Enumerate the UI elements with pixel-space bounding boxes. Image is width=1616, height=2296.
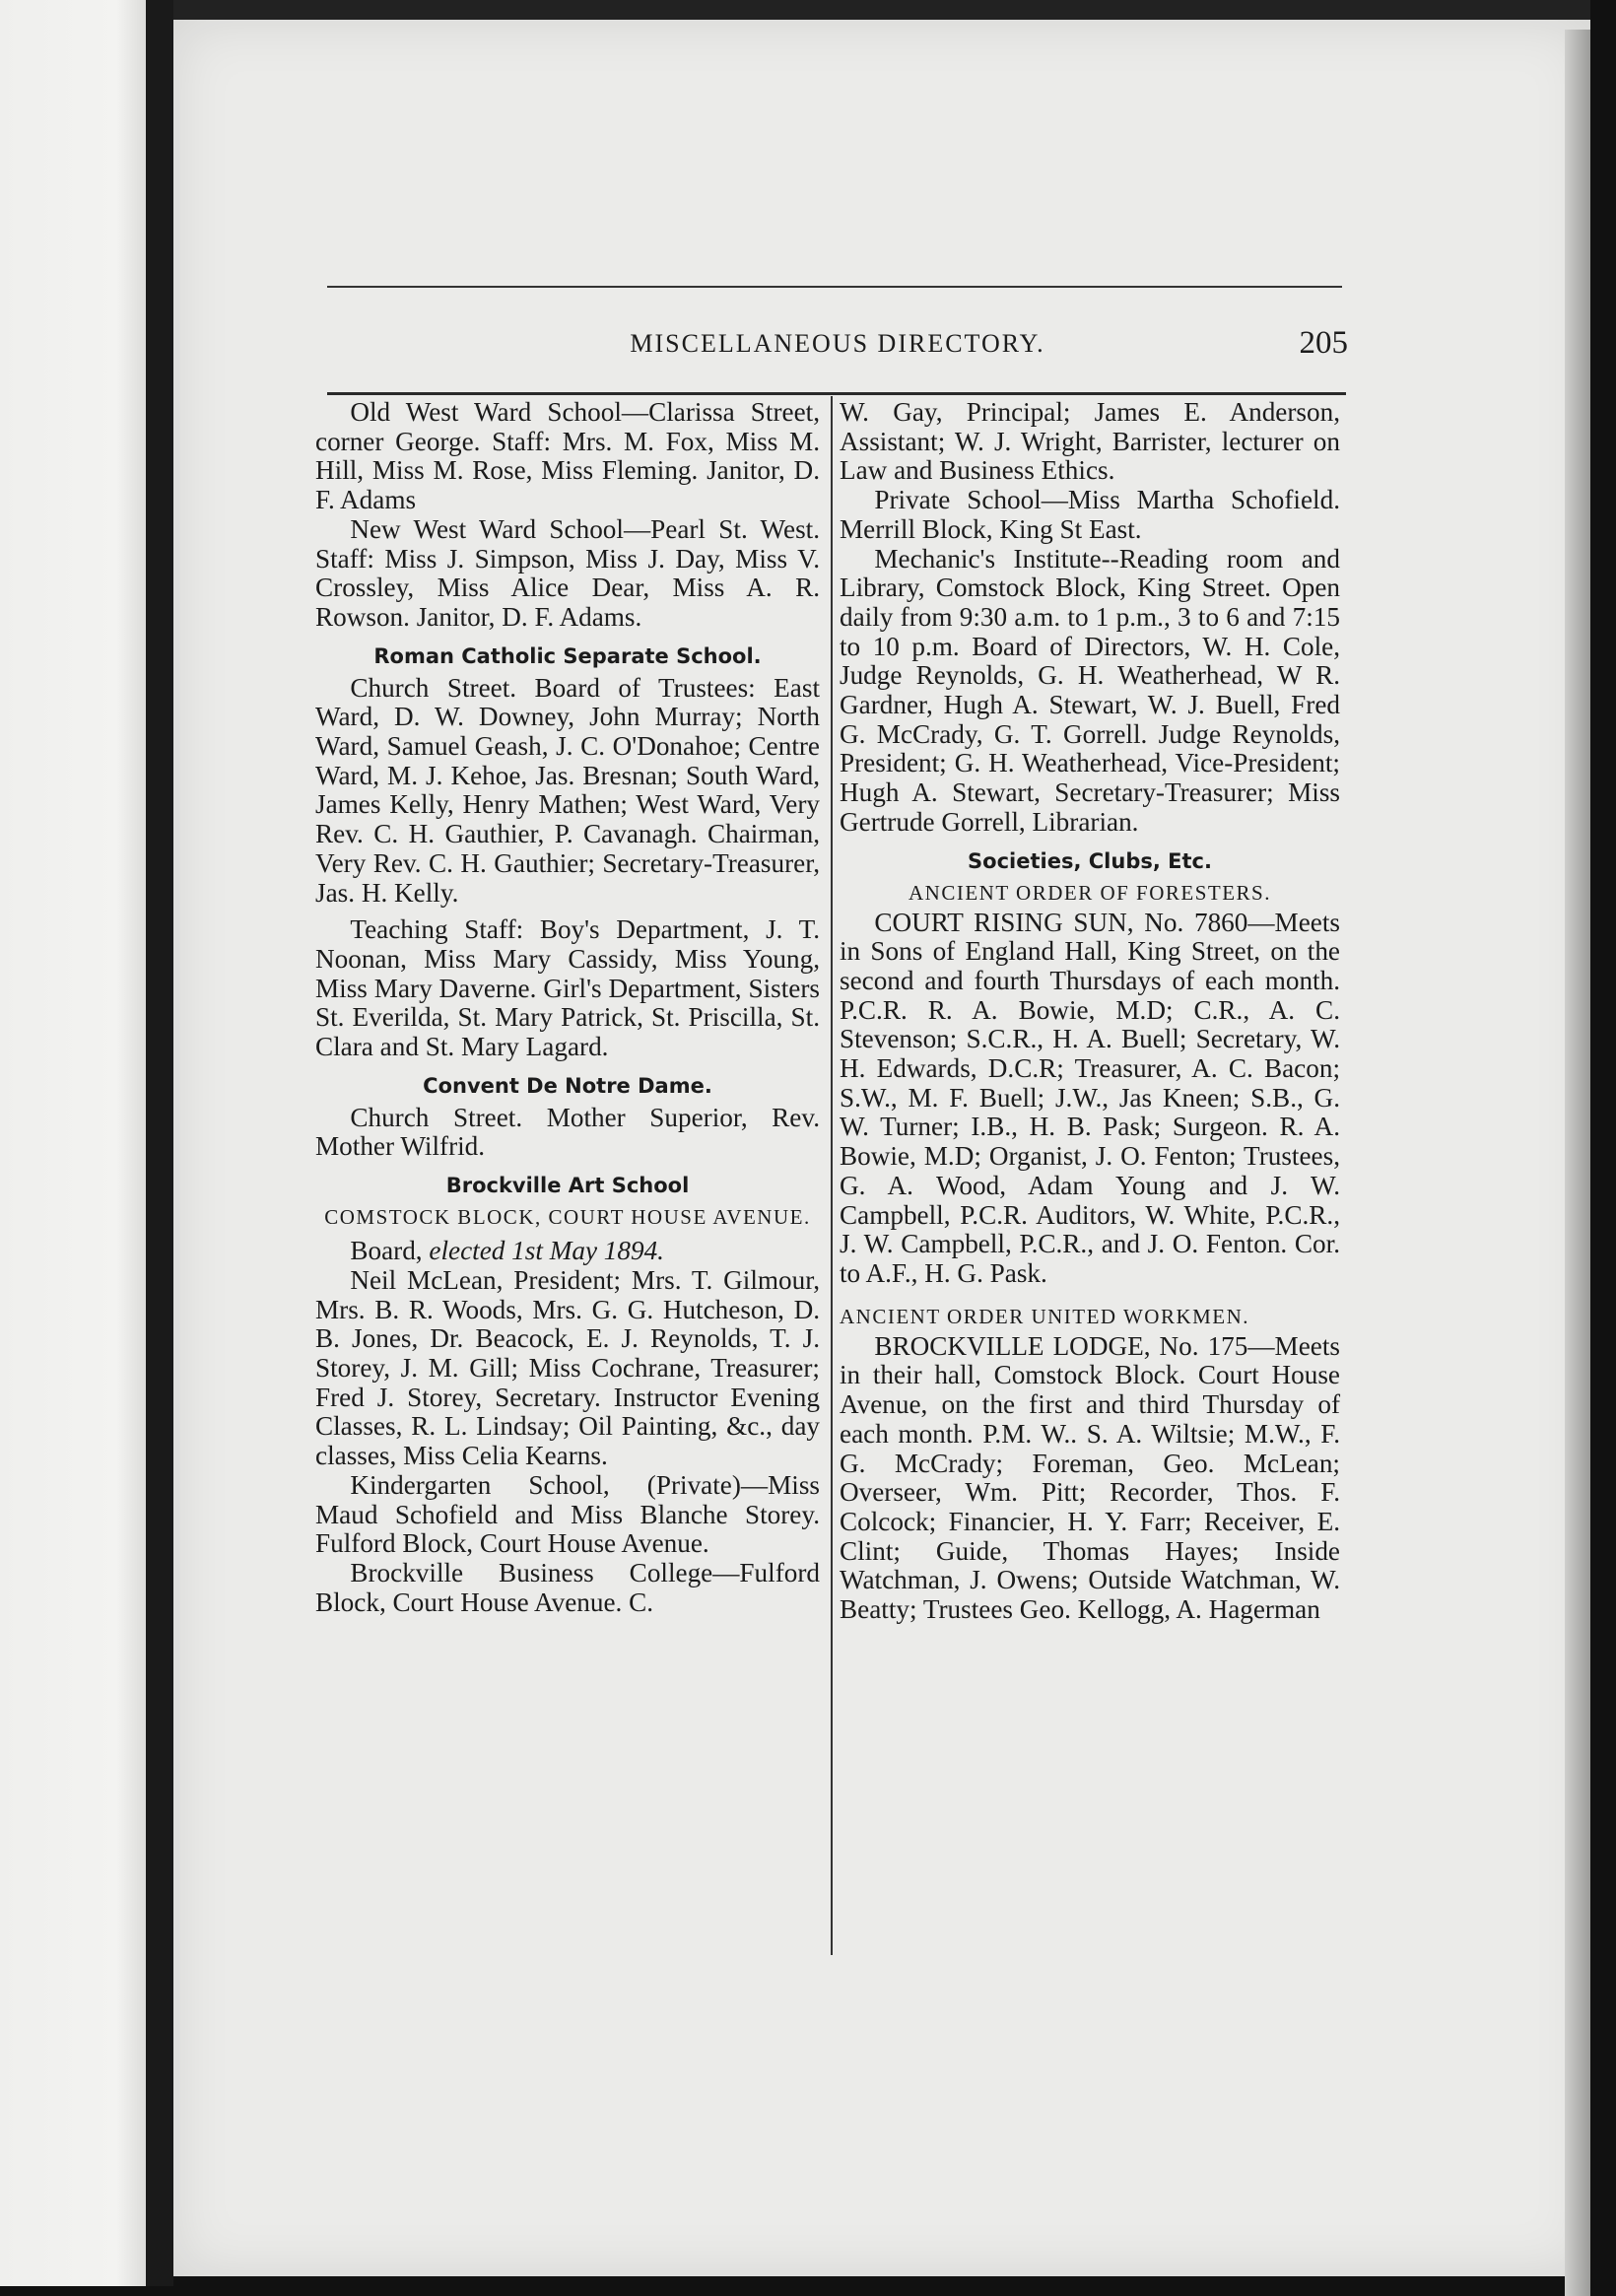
entry-old-west-ward: Old West Ward School—Clarissa Street, corner George. Staff: Mrs. M. Fox, Miss M. Hill, Miss M. Rose, Miss Fleming. Janitor, D. F. Adams <box>315 397 820 515</box>
art-board-elected: elected 1st May 1894. <box>429 1236 664 1266</box>
running-header <box>327 325 1348 374</box>
section-heading-art-school: Brockville Art School <box>445 1174 690 1198</box>
page-edge-shadow <box>1565 30 1590 2296</box>
entry-brockville-lodge: BROCKVILLE LODGE, No. 175—Meets in their hall, Comstock Block. Court House Avenue, on the first and third Thursday of each month. P.M. W.. S. A. Wiltsie; M.W., F. G. McCrady; Foreman, Geo. McLean; Overseer, Wm. Pitt; Recorder, Thos. F. Colcock; Financier, H. Y. Farr; Receiver, E. Clint; Guide, Thomas Hayes; Inside Watchman, J. Owens; Outside Watchman, W. Beatty; Trustees Geo. Kellogg, A. Hagerman <box>840 1330 1340 1625</box>
entry-convent: Church Street. Mother Superior, Rev. Mother Wilfrid. <box>315 1102 820 1162</box>
scan-top-border <box>173 0 1590 20</box>
subheading-workmen: ANCIENT ORDER UNITED WORKMEN. <box>840 1304 1250 1328</box>
art-school-address: COMSTOCK BLOCK, COURT HOUSE AVENUE. <box>324 1205 811 1230</box>
page-number: 205 <box>1299 325 1348 361</box>
entry-rc-board: Church Street. Board of Trustees: East Ward, D. W. Downey, John Murray; North Ward, Samuel Geash, J. C. O'Donahoe; Centre Ward, M. J. Kehoe, Jas. Bresnan; South Ward, James Kelly, Henry Mathen; West Ward, Very Rev. C. H. Gauthier, P. Cavanagh. Chairman, Very Rev. C. H. Gauthier; Secretary-Treasurer, Jas. H. Kelly. <box>315 672 820 908</box>
facing-page-edge <box>0 0 146 2286</box>
entry-business-college-cont: W. Gay, Principal; James E. Anderson, Assistant; W. J. Wright, Barrister, lecturer on Law and Business Ethics. <box>840 397 1340 486</box>
entry-rc-staff: Teaching Staff: Boy's Department, J. T. Noonan, Miss Mary Cassidy, Miss Young, Miss Mary Daverne. Girl's Department, Sisters St. Everilda, St. Mary Patrick, St. Priscilla, St. Clara and St. Mary Lagard. <box>315 914 820 1062</box>
running-title: MISCELLANEOUS DIRECTORY. <box>630 329 1045 358</box>
entry-kindergarten: Kindergarten School, (Private)—Miss Maud Schofield and Miss Blanche Storey. Fulford Block, Court House Avenue. <box>315 1469 820 1559</box>
entry-art-members: Neil McLean, President; Mrs. T. Gilmour, Mrs. B. R. Woods, Mrs. G. G. Hutcheson, D. B. Jones, Dr. Beacock, E. J. Reynolds, T. J. Storey, J. M. Gill; Miss Cochrane, Treasurer; Fred J. Storey, Secretary. Instructor Evening Classes, R. L. Lindsay; Oil Painting, &c., day classes, Miss Celia Kearns. <box>315 1264 820 1471</box>
entry-new-west-ward: New West Ward School—Pearl St. West. Staff: Miss J. Simpson, Miss J. Day, Miss V. Crossley, Miss Alice Dear, Miss A. R. Rowson. Janitor, D. F. Adams. <box>315 513 820 632</box>
top-rule <box>327 286 1342 288</box>
art-board-prefix: Board, <box>350 1236 430 1266</box>
entry-art-board <box>315 1237 820 1266</box>
subheading-foresters: ANCIENT ORDER OF FORESTERS. <box>909 880 1271 905</box>
entry-business-college: Brockville Business College—Fulford Block, Court House Avenue. C. <box>315 1557 820 1617</box>
left-column <box>315 398 820 1617</box>
section-heading-societies: Societies, Clubs, Etc. <box>968 848 1212 873</box>
column-divider <box>831 396 833 1955</box>
entry-private-school: Private School—Miss Martha Schofield. Merrill Block, King St East. <box>840 485 1340 544</box>
right-column <box>840 398 1340 1625</box>
header-rule <box>327 392 1346 395</box>
entry-court-rising-sun: COURT RISING SUN, No. 7860—Meets in Sons of England Hall, King Street, on the second and fourth Thursdays of each month. P.C.R. R. A. Bowie, M.D; C.R., A. C. Stevenson; S.C.R., H. A. Buell; Secretary, W. H. Edwards, D.C.R; Treasurer, A. C. Bacon; S.W., M. F. Buell; J.W., Jas Kneen; S.B., G. W. Turner; I.B., H. B. Pask; Surgeon. R. A. Bowie, M.D; Organist, J. O. Fenton; Trustees, G. A. Wood, Adam Young and J. W. Campbell, P.C.R. Auditors, W. White, P.C.R., J. W. Campbell, P.C.R., and J. O. Fenton. Cor. to A.F., H. G. Pask. <box>840 907 1340 1288</box>
section-heading-roman-catholic: Roman Catholic Separate School. <box>373 643 762 668</box>
section-heading-convent: Convent De Notre Dame. <box>423 1073 712 1098</box>
book-spine <box>146 0 173 2286</box>
entry-mechanics-institute: Mechanic's Institute--Reading room and Library, Comstock Block, King Street. Open daily from 9:30 a.m. to 1 p.m., 3 to 6 and 7:15 to 10 p.m. Board of Directors, W. H. Cole, Judge Reynolds, G. H. Weatherhead, W R. Gardner, Hugh A. Stewart, W. J. Buell, Fred G. McCrady, G. T. Gorrell. Judge Reynolds, President; G. H. Weatherhead, Vice-President; Hugh A. Stewart, Secretary-Treasurer; Miss Gertrude Gorrell, Librarian. <box>840 543 1340 837</box>
